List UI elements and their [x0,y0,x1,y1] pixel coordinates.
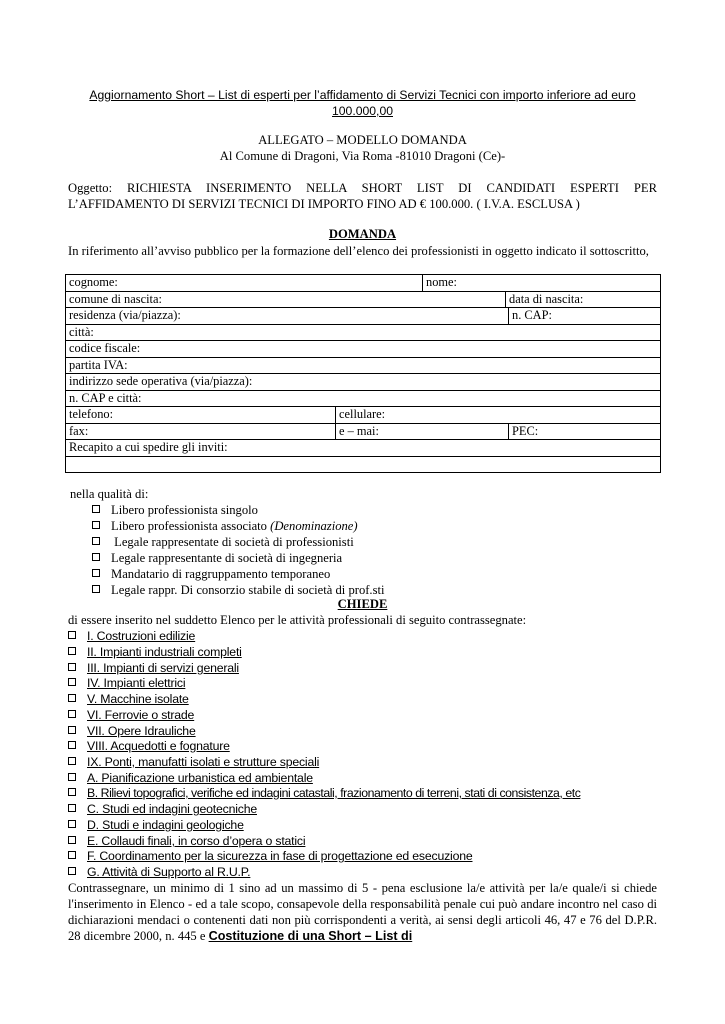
activity-option[interactable]: E. Collaudi finali, in corso d’opera o statici [68,833,305,849]
residenza-field[interactable]: residenza (via/piazza): [66,308,509,325]
checkbox-icon[interactable] [68,867,76,875]
activity-option[interactable]: IV. Impianti elettrici [68,675,185,691]
cellulare-field[interactable]: cellulare: [336,407,661,424]
email-field[interactable]: e – mai: [336,423,509,440]
table-row [66,341,661,358]
checkbox-icon[interactable] [68,631,76,639]
activity-option[interactable]: VIII. Acquedotti e fognature [68,738,230,754]
table-row [66,440,661,457]
checkbox-icon[interactable] [68,710,76,718]
qualita-option[interactable]: Libero professionista associato (Denominazione) [92,518,358,534]
citta-field[interactable]: città: [66,324,661,341]
qualita-option[interactable]: Mandatario di raggruppamento temporaneo [92,566,330,582]
table-row [66,407,661,424]
qualita-option[interactable]: Legale rappr. Di consorzio stabile di società di prof.sti [92,582,384,598]
activity-option[interactable]: VI. Ferrovie o strade [68,707,194,723]
activity-option[interactable]: I. Costruzioni edilizie [68,628,195,644]
activity-option[interactable]: IX. Ponti, manufatti isolati e strutture speciali [68,754,319,770]
checkbox-icon[interactable] [92,569,100,577]
checkbox-icon[interactable] [92,585,100,593]
pec-field[interactable]: PEC: [509,423,661,440]
activity-option[interactable]: III. Impianti di servizi generali [68,660,239,676]
table-row [66,308,661,325]
qualita-option[interactable]: Legale rappresentate di società di professionisti [92,534,354,550]
checkbox-icon[interactable] [92,537,100,545]
activity-option[interactable]: II. Impianti industriali completi [68,644,242,660]
checkbox-icon[interactable] [68,741,76,749]
chiede-heading: CHIEDE [337,597,388,611]
codice-fiscale-field[interactable]: codice fiscale: [66,341,661,358]
domanda-intro: In riferimento all’avviso pubblico per la formazione dell’elenco dei professionisti in oggetto indicato il sottoscritto, [68,244,649,258]
activity-option[interactable]: V. Macchine isolate [68,691,189,707]
data-nascita-field[interactable]: data di nascita: [506,291,661,308]
cognome-field[interactable]: cognome: [66,275,423,292]
checkbox-icon[interactable] [68,694,76,702]
oggetto-block [68,180,657,212]
closing-paragraph: Contrassegnare, un minimo di 1 sino ad un massimo di 5 - pena esclusione la/e attività per la/e quale/i si chiede l'inserimento in Elenco - ed a tale scopo, consapevole della responsabilità penale cui può andare incontro nel caso di dichiarazioni mendaci o contenenti dati non più corrispondenti a verità, ai sensi degli articoli 46, 47 e 76 del D.P.R. 28 dicembre 2000, n. 445 e Costituzione di una Short – List di [68,881,657,943]
activity-option[interactable]: C. Studi ed indagini geotecniche [68,801,257,817]
oggetto-line-2: L’AFFIDAMENTO DI SERVIZI TECNICI DI IMPORTO FINO AD € 100.000. ( I.V.A. ESCLUSA ) [68,197,580,211]
recapito-field[interactable]: Recapito a cui spedire gli inviti: [66,440,661,457]
checkbox-icon[interactable] [68,804,76,812]
personal-data-table [65,274,661,473]
checkbox-icon[interactable] [68,757,76,765]
sede-operativa-field[interactable]: indirizzo sede operativa (via/piazza): [66,374,661,391]
table-row [66,324,661,341]
qualita-option[interactable]: Libero professionista singolo [92,502,258,518]
checkbox-icon[interactable] [92,553,100,561]
nome-field[interactable]: nome: [423,275,661,292]
activity-option[interactable]: G. Attività di Supporto al R.U.P. [68,864,250,880]
oggetto-line-1: Oggetto: RICHIESTA INSERIMENTO NELLA SHORT LIST DI CANDIDATI ESPERTI PER [68,181,657,195]
chiede-text: di essere inserito nel suddetto Elenco per le attività professionali di seguito contrassegnate: [68,613,527,627]
activity-option[interactable]: F. Coordinamento per la sicurezza in fase di progettazione ed esecuzione [68,848,472,864]
checkbox-icon[interactable] [68,836,76,844]
document-title [60,87,665,119]
fax-field[interactable]: fax: [66,423,336,440]
activity-option[interactable]: VII. Opere Idrauliche [68,723,196,739]
recapito-extra-field[interactable] [66,456,661,473]
addressee: Al Comune di Dragoni, Via Roma -81010 Dragoni (Ce)- [219,149,506,163]
checkbox-icon[interactable] [68,820,76,828]
checkbox-icon[interactable] [68,726,76,734]
activity-option[interactable]: D. Studi e indagini geologiche [68,817,244,833]
qualita-option[interactable]: Legale rappresentante di società di ingegneria [92,550,342,566]
table-row [66,374,661,391]
activity-option[interactable]: A. Pianificazione urbanistica ed ambientale [68,770,313,786]
checkbox-icon[interactable] [68,773,76,781]
checkbox-icon[interactable] [68,788,76,796]
qualita-label: nella qualità di: [70,487,149,501]
checkbox-icon[interactable] [68,678,76,686]
table-row [66,275,661,292]
checkbox-icon[interactable] [68,663,76,671]
title-line-2: 100.000,00 [332,104,393,118]
domanda-heading: DOMANDA [328,227,397,241]
checkbox-icon[interactable] [92,505,100,513]
table-row [66,390,661,407]
checkbox-icon[interactable] [68,647,76,655]
closing-bold-text: Costituzione di una Short – List di [208,929,413,943]
cap-citta-field[interactable]: n. CAP e città: [66,390,661,407]
checkbox-icon[interactable] [68,851,76,859]
table-row [66,423,661,440]
comune-nascita-field[interactable]: comune di nascita: [66,291,506,308]
table-row [66,456,661,473]
table-row [66,291,661,308]
allegato-heading: ALLEGATO – MODELLO DOMANDA [258,133,467,147]
telefono-field[interactable]: telefono: [66,407,336,424]
table-row [66,357,661,374]
title-line-1: Aggiornamento Short – List di esperti per l’affidamento di Servizi Tecnici con importo inferiore ad euro [89,88,636,102]
partita-iva-field[interactable]: partita IVA: [66,357,661,374]
cap-field[interactable]: n. CAP: [509,308,661,325]
activity-option[interactable]: B. Rilievi topografici, verifiche ed indagini catastali, frazionamento di terreni, stati di consistenza, etc [68,785,580,801]
checkbox-icon[interactable] [92,521,100,529]
